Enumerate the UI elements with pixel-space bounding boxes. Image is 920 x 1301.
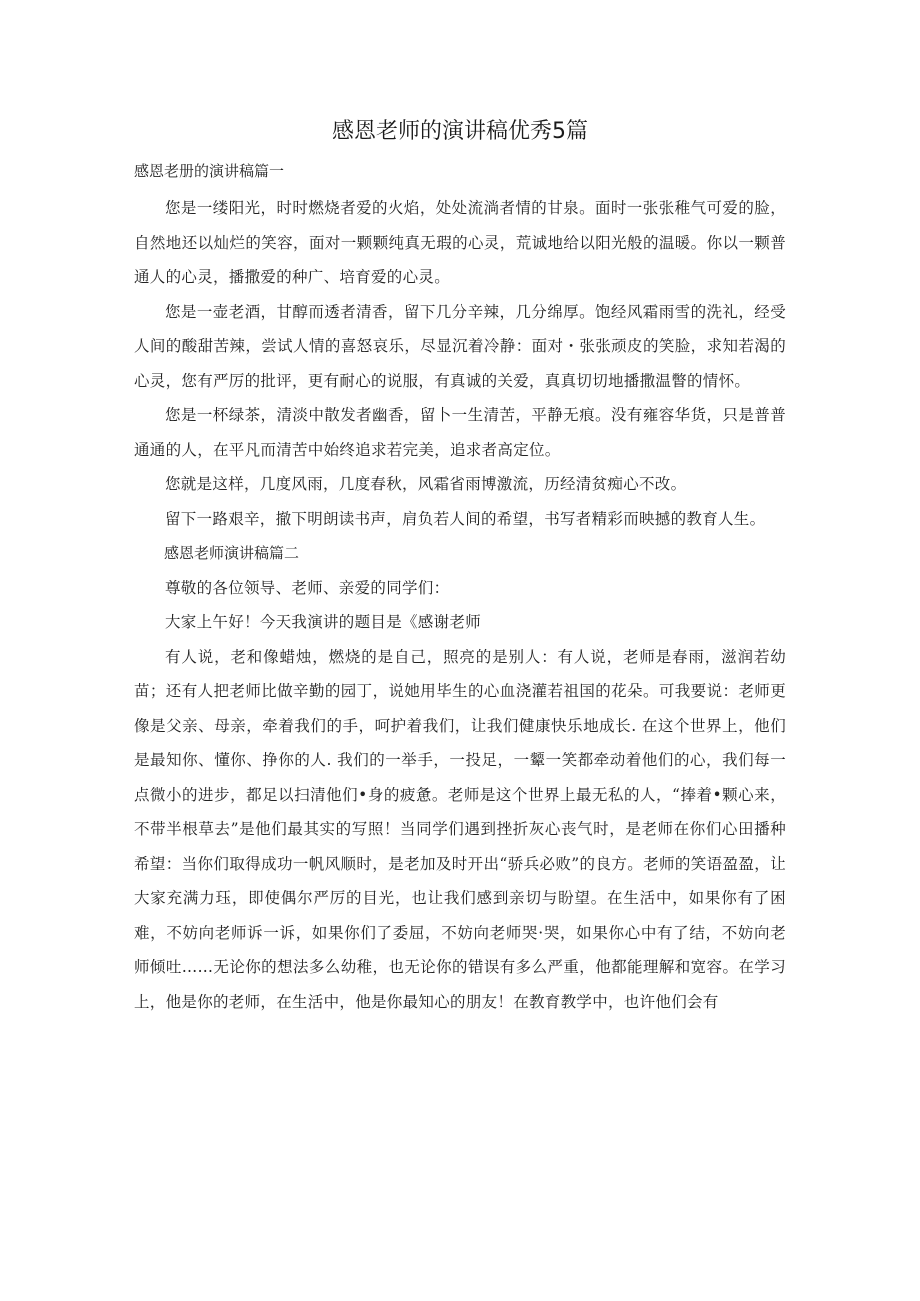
paragraph: 您是一杯绿茶，清淡中散发者幽香，留卜一生清苦，平静无痕。没有雍容华货，只是普普通通的人，在平凡而清苦中始终追求若完美，追求者高定位。: [134, 406, 786, 459]
section-heading-2: 感恩老师演讲稿篇二: [164, 544, 300, 562]
document-title: 感恩老师的演讲稿优秀5篇: [332, 119, 588, 144]
paragraph: 您就是这样，几度风雨，几度春秋，风霜省雨博激流，历经清贫痴心不改。: [165, 475, 687, 493]
paragraph: 您是一壶老酒，甘醇而透者清香，留下几分辛辣，几分绵厚。饱经风霜雨雪的洗礼，经受人间的酸甜苦辣，尝试人情的喜怒哀乐，尽显沉着冷静：面对・张张顽皮的笑脸，求知若渴的心灵，您有严厉的批评，更有耐心的说服，有真诚的关爱，真真切切地播撒温瞥的情怀。: [134, 302, 786, 390]
paragraph: 尊敬的各位领导、老师、亲爱的同学们：: [165, 578, 450, 597]
paragraph: 有人说，老和像蜡烛，燃烧的是自己，照亮的是别人：有人说，老师是春雨，滋润若幼苗；还有人把老师比做辛勤的园丁，说她用毕生的心血浇灌若祖国的花朵。可我要说：老师更像是父亲、母亲，牵着我们的手，呵护着我们，让我们健康快乐地成长. 在这个世界上，他们是最知你、懂你、挣你的人. 我们的一举手，一投足，一颦一笑都牵动着他们的心，我们每一点微小的进步，都足以扫清他们•身的疲惫。老师是这个世界上最无私的人，“捧着•颗心来，不带半根草去”是他们最其实的写照！当同学们遇到挫折灰心丧气时，是老师在你们心田播种希望：当你们取得成功一帆风顺时，是老加及时开出“骄兵必败”的良方。老师的笑语盈盈，让大家充满力珏，即使偶尔严厉的目光，也让我们感到亲切与盼望。在生活中，如果你有了困难，不妨向老师诉一诉，如果你们了委屈，不妨向老师哭·哭，如果你心中有了结，不妨向老师倾吐……无论你的想法多么幼稚，也无论你的错误有多么严重，他都能理解和宽容。在学习上，他是你的老师，在生活中，他是你最知心的朋友！在教育教学中，也许他们会有: [134, 647, 786, 1011]
paragraph: 留下一路艰辛，撤下明朗读书声，肩负若人间的希望，书写者精彩而映撼的教育人生。: [165, 509, 766, 528]
document-body: [134, 158, 786, 1019]
section-heading-1: 感恩老册的演讲稿篇一: [134, 162, 285, 180]
paragraph: 您是一缕阳光，时时燃烧者爱的火焰，处处流淌者情的甘泉。面时一张张稚气可爱的脸，自然地还以灿烂的笑容，面对一颗颗纯真无瑕的心灵，荒诚地给以阳光般的温暖。你以一颗普通人的心灵，播撒爱的种广、培育爱的心灵。: [134, 199, 786, 286]
paragraph: 大家上午好！今天我演讲的题目是《感谢老师: [165, 613, 482, 631]
